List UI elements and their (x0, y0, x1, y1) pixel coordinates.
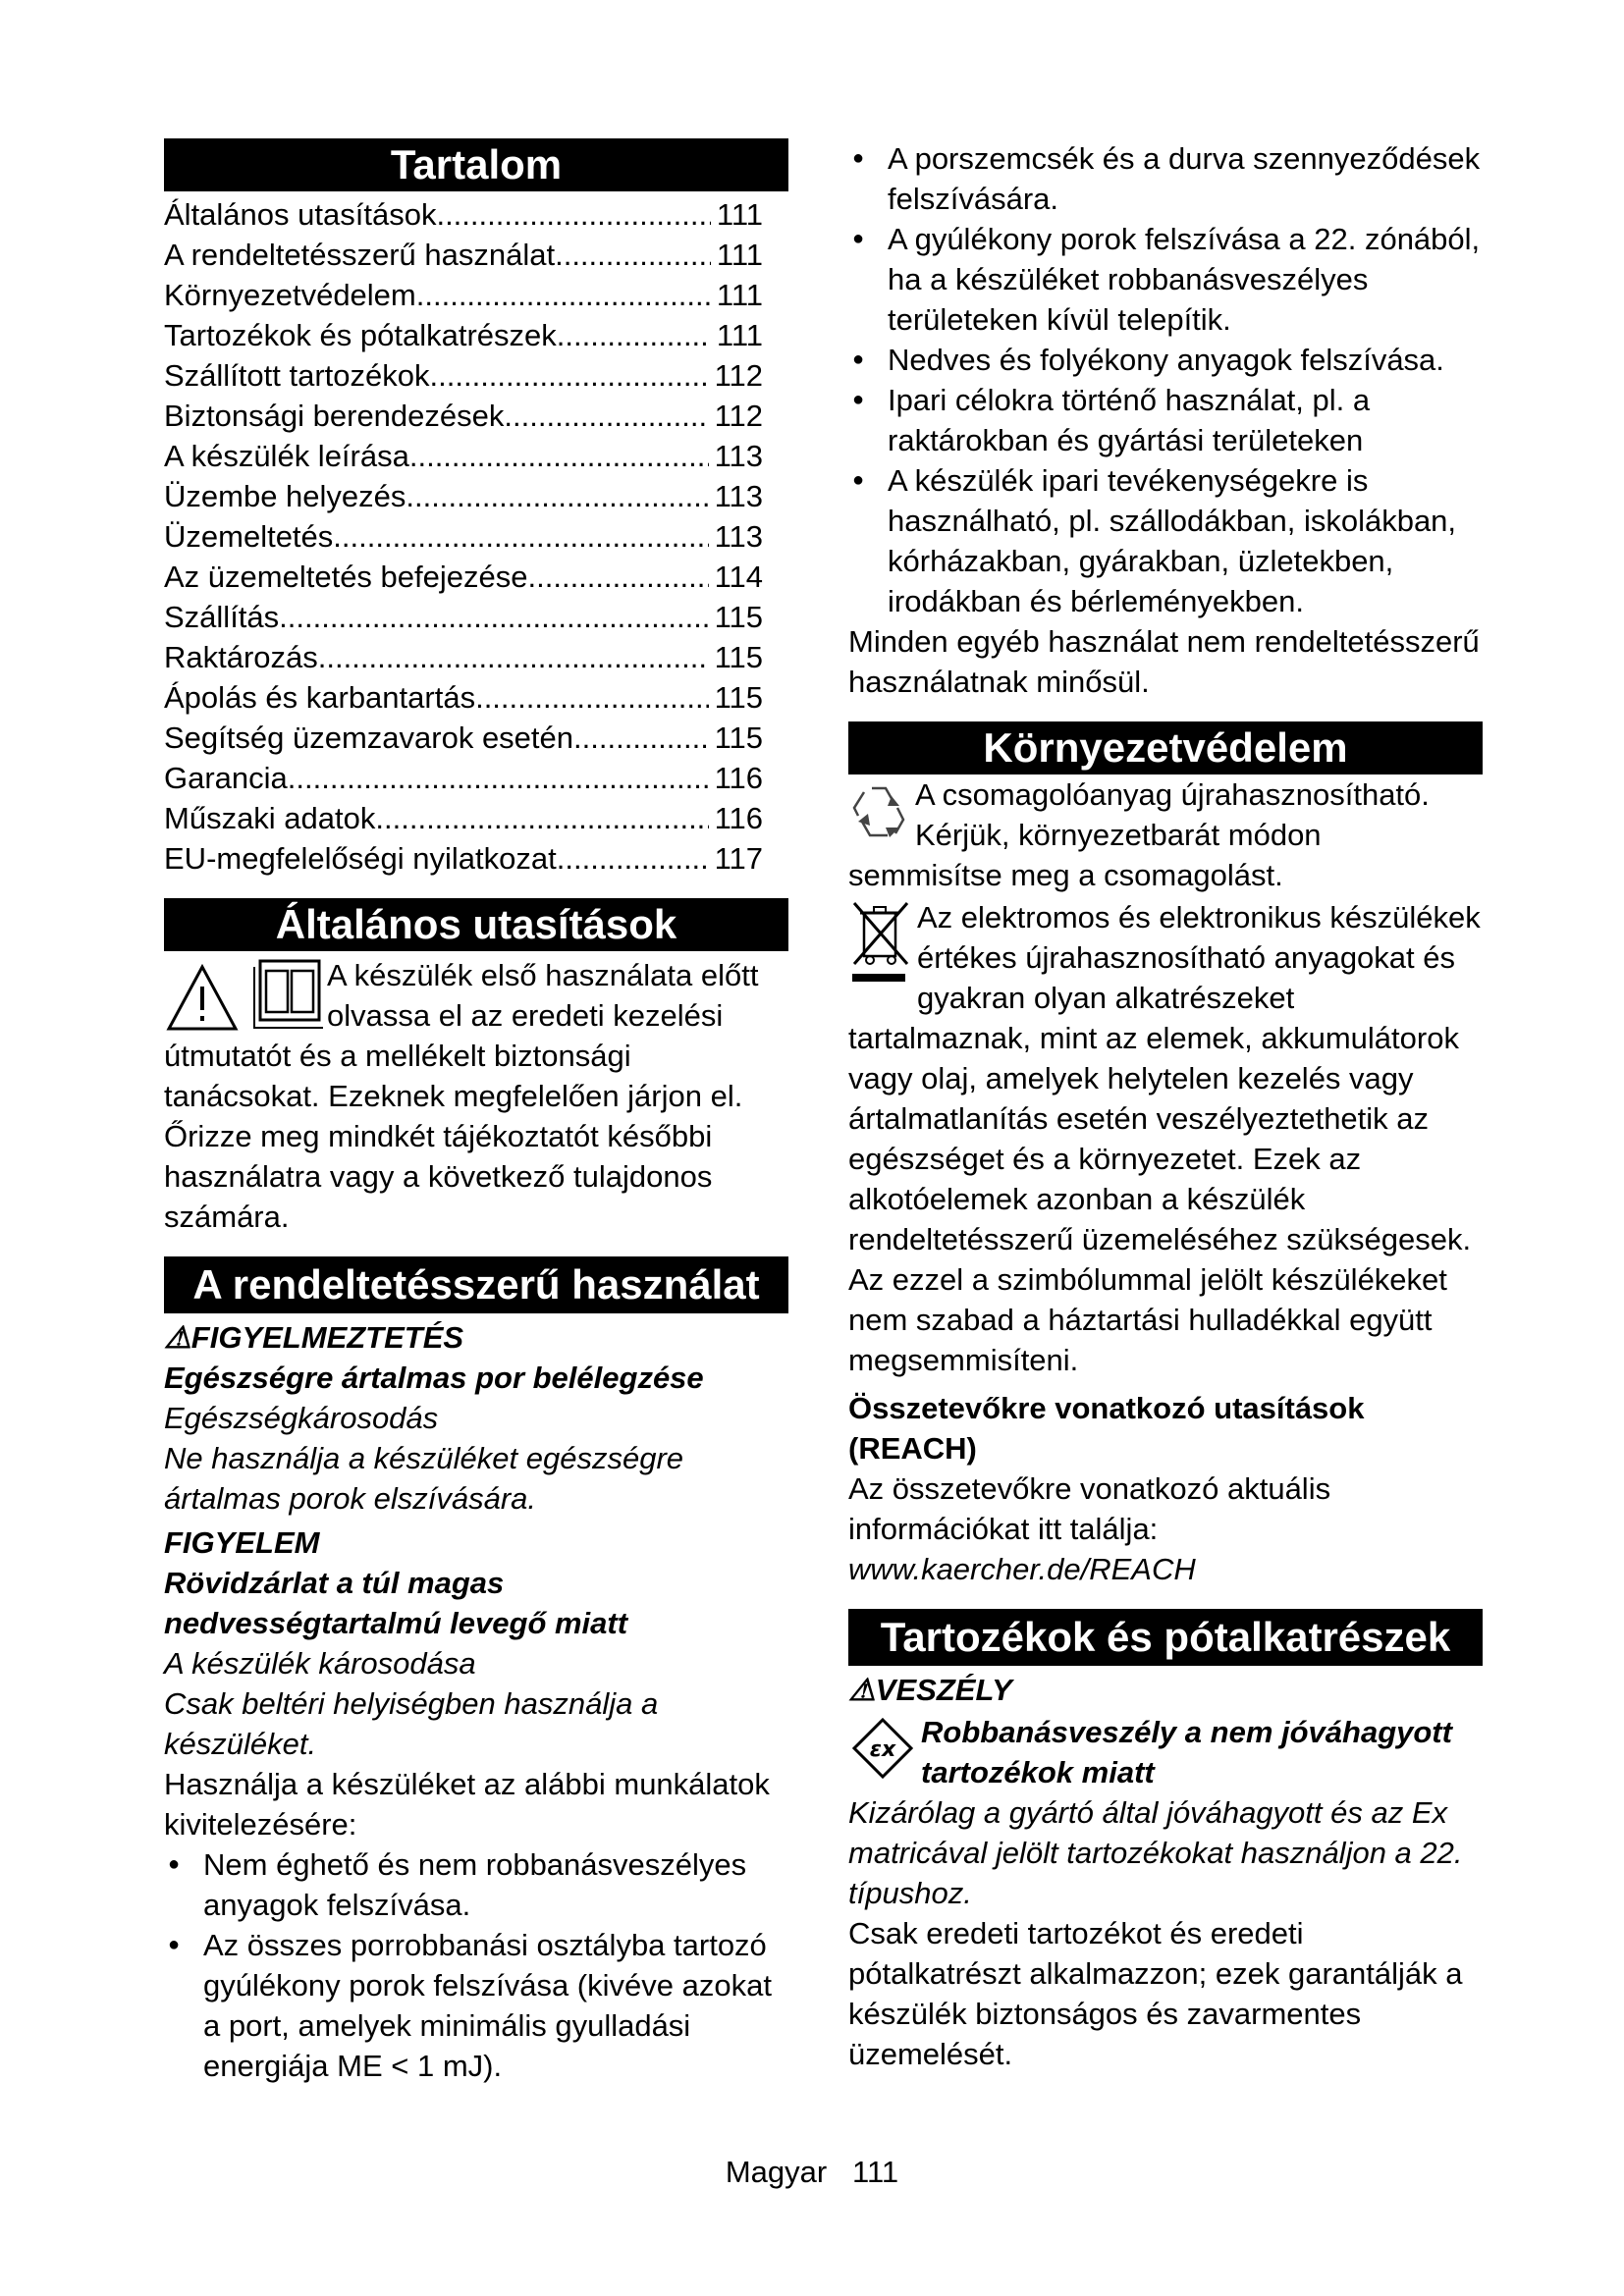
toc-dot-leader (279, 597, 708, 637)
toc-entry-label: Műszaki adatok (164, 801, 376, 835)
list-item: ● A készülék ipari tevékenységekre is használható, pl. szállodákban, iskolákban, kórházakban, gyárakban, üzletekben, irodákban és bérleményekben. (848, 460, 1483, 621)
toc-entry[interactable] (164, 597, 788, 637)
packaging-text: A csomagolóanyag újrahasznosítható. Kérjük, környezetbarát módon semmisítse meg a csomagolást. (848, 777, 1430, 892)
weee-text: Az elektromos és elektronikus készülékek értékes újrahasznosítható anyagokat és gyakran olyan alkatrészeket tartalmaznak, mint az elemek, akkumulátorok vagy olaj, amelyek helytelen kezelés vagy ártalmatlanítás esetén veszélyeztethetik az egészséget és a környezetet. Ezek az alkotóelemek azonban a készülék rendeltetésszerű üzemeléséhez szükségesek. Az ezzel a szimbólummal jelölt készülékeket nem szabad a háztartási hulladékkal együtt megsemmisíteni. (848, 900, 1481, 1377)
section-title-general: Általános utasítások (164, 898, 788, 951)
toc-entry-page: 111 (716, 238, 763, 272)
toc-entry[interactable] (164, 194, 788, 235)
toc-entry-label: Raktározás (164, 640, 318, 674)
toc-entry[interactable] (164, 396, 788, 436)
danger-heading: Robbanásveszély a nem jóváhagyott tartozékok miatt (921, 1715, 1452, 1789)
toc-dot-leader (288, 758, 709, 798)
accessories-section (848, 1670, 1483, 2074)
page-number: 111 (852, 2155, 899, 2189)
toc-entry-page: 111 (716, 197, 763, 232)
uses-list-right (848, 138, 1483, 621)
list-item: ● Ipari célokra történő használat, pl. a raktárokban és gyártási területeken (848, 380, 1483, 460)
toc-entry-page: 116 (714, 761, 763, 795)
toc-entry-page: 112 (714, 358, 763, 393)
toc-dot-leader (557, 838, 709, 879)
warning-consequence: Egészségkárosodás (164, 1401, 439, 1435)
caution-heading: Rövidzárlat a túl magas nedvességtartalmú levegő miatt (164, 1566, 628, 1640)
warning-instruction: Ne használja a készüléket egészségre ártalmas porok elszívására. (164, 1441, 684, 1516)
warning-triangle-icon: ⚠ (164, 1320, 191, 1355)
list-item: ● A porszemcsék és a durva szennyeződések felszívására. (848, 138, 1483, 219)
toc-entry[interactable] (164, 637, 788, 677)
toc-entry[interactable] (164, 436, 788, 476)
toc-dot-leader (430, 355, 709, 396)
toc-entry-page: 115 (714, 600, 763, 634)
right-column (848, 138, 1483, 2074)
toc-dot-leader (555, 235, 711, 275)
toc-dot-leader (406, 476, 708, 516)
toc-entry-page: 115 (714, 721, 763, 755)
accessories-text: Csak eredeti tartozékot és eredeti pótalkatrészt alkalmazzon; ezek garantálják a készülék biztonságos és zavarmentes üzemelését. (848, 1916, 1463, 2071)
toc-entry[interactable] (164, 557, 788, 597)
toc-entry[interactable] (164, 798, 788, 838)
toc-dot-leader (409, 436, 709, 476)
ex-explosion-icon (852, 1718, 913, 1779)
section-title-intended-use: A rendeltetésszerű használat (164, 1256, 788, 1313)
toc-entry[interactable] (164, 235, 788, 275)
toc-entry-label: Biztonsági berendezések (164, 399, 505, 433)
toc-dot-leader (436, 194, 710, 235)
toc-entry-label: Üzembe helyezés (164, 479, 406, 513)
toc-entry-page: 113 (714, 519, 763, 554)
reach-heading: Összetevőkre vonatkozó utasítások (REACH) (848, 1391, 1365, 1466)
toc-entry-label: Ápolás és karbantartás (164, 680, 476, 715)
toc-dot-leader (318, 637, 709, 677)
toc-dot-leader (375, 798, 708, 838)
footer-language: Magyar (725, 2155, 828, 2189)
warning-label: ⚠FIGYELMEZTETÉS (164, 1320, 464, 1355)
caution-consequence: A készülék károsodása (164, 1646, 476, 1681)
toc-entry-label: Garancia (164, 761, 288, 795)
toc-entry[interactable] (164, 275, 788, 315)
toc-entry[interactable] (164, 838, 788, 879)
toc-dot-leader (416, 275, 711, 315)
toc-entry-page: 115 (714, 680, 763, 715)
caution-label: FIGYELEM (164, 1525, 320, 1560)
warning-read-manual-icon (164, 957, 323, 1034)
toc-entry-label: Tartozékok és pótalkatrészek (164, 318, 557, 352)
reach-link[interactable]: www.kaercher.de/REACH (848, 1552, 1196, 1586)
toc-entry-label: A készülék leírása (164, 439, 409, 473)
toc-entry-page: 117 (714, 841, 763, 876)
toc-entry-label: Az üzemeltetés befejezése (164, 560, 528, 594)
list-item: ● A gyúlékony porok felszívása a 22. zónából, ha a készüléket robbanásveszélyes területeken kívül telepítik. (848, 219, 1483, 340)
left-column (164, 138, 788, 2086)
toc-dot-leader (475, 677, 709, 718)
toc-entry-label: Szállított tartozékok (164, 358, 430, 393)
section-title-environment: Környezetvédelem (848, 721, 1483, 774)
toc-entry-page: 112 (714, 399, 763, 433)
toc-entry[interactable] (164, 355, 788, 396)
toc-entry-page: 115 (714, 640, 763, 674)
toc-entry-label: EU-megfelelőségi nyilatkozat (164, 841, 557, 876)
general-section (164, 955, 788, 1237)
uses-list-left (164, 1844, 788, 2086)
toc-dot-leader (573, 718, 709, 758)
svg-text:εx: εx (869, 1737, 896, 1762)
list-item: ● Nedves és folyékony anyagok felszívása. (848, 340, 1483, 380)
intended-use-section (164, 1317, 788, 2086)
danger-instruction: Kizárólag a gyártó által jóváhagyott és az Ex matricával jelölt tartozékokat használjon a 22. típushoz. (848, 1795, 1463, 1910)
toc-entry-page: 116 (714, 801, 763, 835)
toc-entry-page: 111 (716, 318, 763, 352)
toc-entry-label: A rendeltetésszerű használat (164, 238, 556, 272)
toc-title: Tartalom (164, 138, 788, 191)
general-text: A készülék első használata előtt olvassa el az eredeti kezelési útmutatót és a mellékelt biztonsági tanácsokat. Ezeknek megfelelően járjon el. Őrizze meg mindkét tájékoztatót későbbi használatra vagy a következő tulajdonos számára. (164, 958, 759, 1234)
toc-entry-label: Szállítás (164, 600, 280, 634)
toc-dot-leader (557, 315, 711, 355)
page-footer (0, 2152, 1624, 2192)
toc-entry-label: Általános utasítások (164, 197, 437, 232)
toc-entry-page: 111 (716, 278, 763, 312)
table-of-contents (164, 194, 788, 879)
toc-dot-leader (528, 557, 709, 597)
toc-entry-page: 113 (714, 439, 763, 473)
uses-closing: Minden egyéb használat nem rendeltetésszerű használatnak minősül. (848, 624, 1480, 699)
section-title-accessories: Tartozékok és pótalkatrészek (848, 1609, 1483, 1666)
toc-entry[interactable] (164, 516, 788, 557)
toc-entry-label: Környezetvédelem (164, 278, 416, 312)
warning-triangle-icon: ⚠ (848, 1673, 876, 1707)
toc-dot-leader (333, 516, 708, 557)
list-item: ● Az összes porrobbanási osztályba tartozó gyúlékony porok felszívása (kivéve azokat a port, amelyek minimális gyulladási energiája ME < 1 mJ). (164, 1925, 788, 2086)
reach-paragraph: Az összetevőkre vonatkozó aktuális információkat itt találja: www.kaercher.de/REACH (848, 1471, 1331, 1586)
recycling-icon (848, 782, 909, 841)
crossed-out-bin-icon (848, 899, 913, 986)
caution-instruction: Csak beltéri helyiségben használja a készüléket. (164, 1686, 659, 1761)
environment-section (848, 774, 1483, 1589)
toc-entry-page: 114 (714, 560, 763, 594)
toc-entry[interactable] (164, 315, 788, 355)
toc-dot-leader (504, 396, 708, 436)
toc-entry-label: Üzemeltetés (164, 519, 334, 554)
toc-entry[interactable] (164, 677, 788, 718)
toc-entry[interactable] (164, 718, 788, 758)
toc-entry[interactable] (164, 758, 788, 798)
list-item: ● Nem éghető és nem robbanásveszélyes anyagok felszívása. (164, 1844, 788, 1925)
toc-entry-label: Segítség üzemzavarok esetén (164, 721, 574, 755)
toc-entry-page: 113 (714, 479, 763, 513)
warning-heading: Egészségre ártalmas por belélegzése (164, 1361, 704, 1395)
danger-label: ⚠VESZÉLY (848, 1673, 1012, 1707)
toc-entry[interactable] (164, 476, 788, 516)
uses-intro: Használja a készüléket az alábbi munkálatok kivitelezésére: (164, 1767, 770, 1842)
